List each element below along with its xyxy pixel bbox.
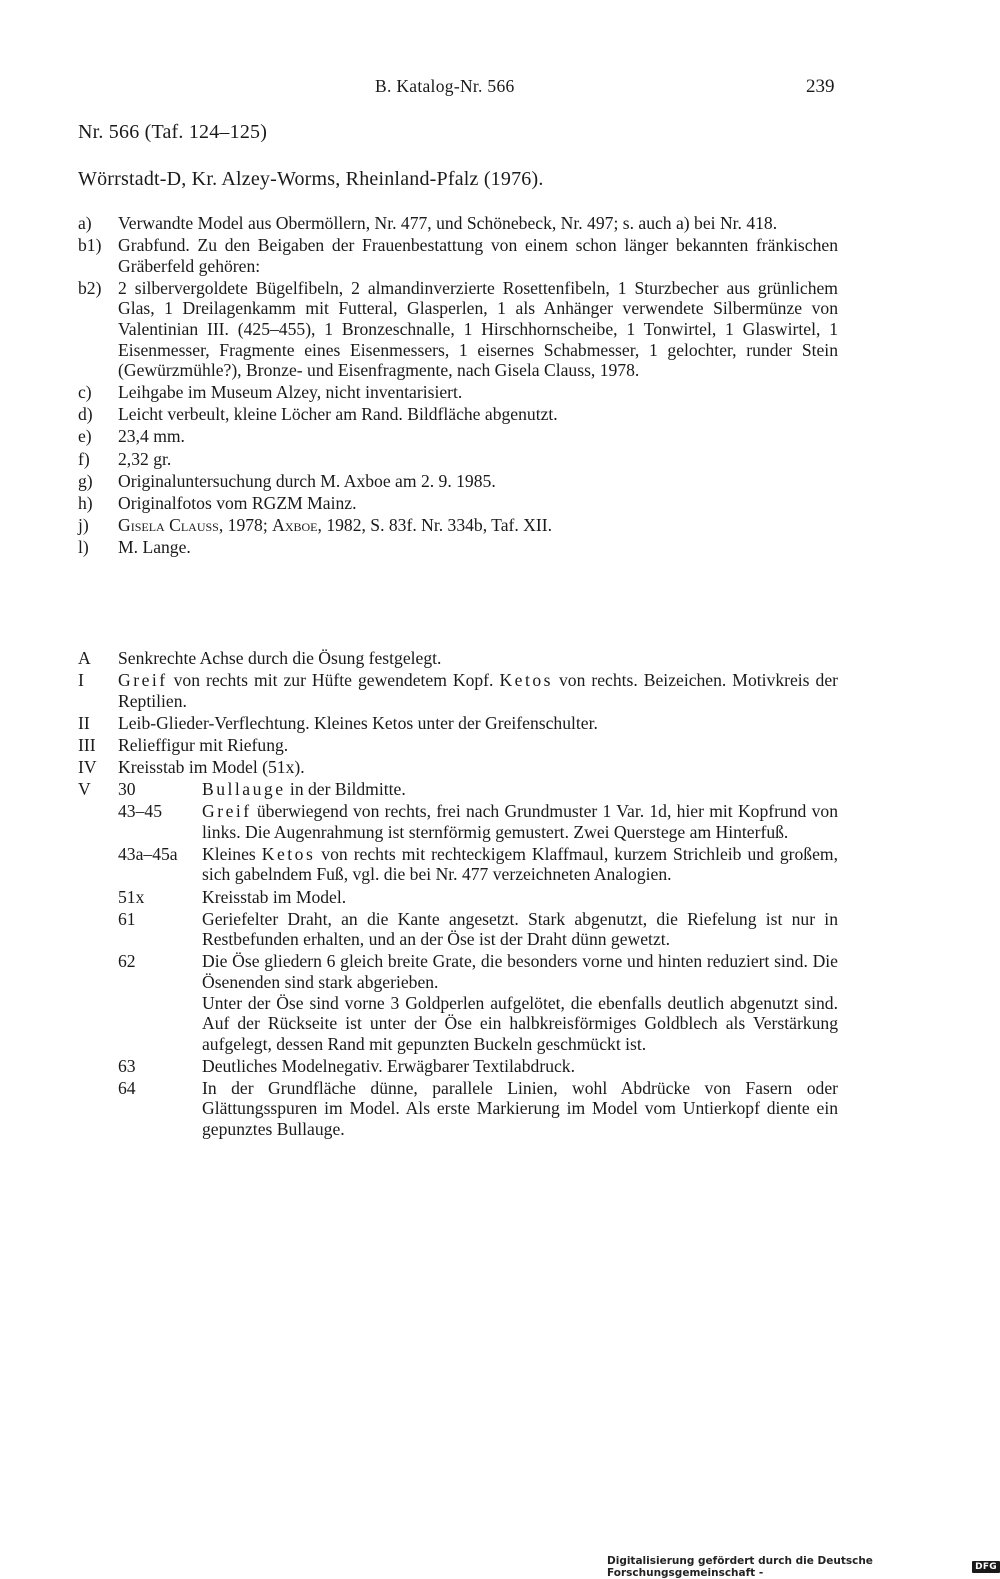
motif-text: Kreisstab im Model (51x). bbox=[118, 756, 305, 777]
detail-code: 63 bbox=[118, 1055, 136, 1076]
item-text: 2 silbervergoldete Bügelfibeln, 2 almandinverzierte Rosettenfibeln, 1 Sturzbecher aus grünlichem Glas, 1 Dreilagenkamm mit Futteral, Glasperlen, 1 als Anhänger verwendete Silbermünze von Valentinian III. (425–455), 1 Bronzeschnalle, 1 Hirschhornscheibe, 1 Tonwirtel, 1 Glaswirtel, 1 Eisenmesser, Fragmente eines Eisenmessers, 1 eisernes Schabmesser, 1 gelochter, runder Stein (Gewürzmühle?), Bronze- und Eisenfragmente, nach Gisela Clauss, 1978. bbox=[118, 277, 838, 381]
spaced-term: Ketos bbox=[261, 843, 316, 864]
catalog-item-b1 bbox=[78, 235, 838, 276]
motif-label: II bbox=[78, 712, 90, 733]
detail-code: 51x bbox=[118, 886, 145, 907]
detail-code: 64 bbox=[118, 1077, 136, 1098]
spaced-term: Greif bbox=[118, 670, 168, 691]
motif-row-A bbox=[78, 648, 838, 669]
catalog-item-d bbox=[78, 404, 838, 425]
catalog-list bbox=[78, 213, 838, 559]
detail-text-part: in der Bildmitte. bbox=[285, 779, 406, 800]
catalog-item-j bbox=[78, 515, 838, 536]
detail-text: Deutliches Modelnegativ. Erwägbarer Textilabdruck. bbox=[202, 1055, 575, 1076]
motif-row-I bbox=[78, 670, 838, 711]
item-text: 23,4 mm. bbox=[118, 426, 185, 447]
motif-text-part: von rechts mit zur Hüfte gewendetem Kopf. bbox=[167, 670, 500, 691]
item-label: b1) bbox=[78, 235, 102, 256]
motif-row-V bbox=[78, 779, 838, 800]
entry-location: Wörrstadt-D, Kr. Alzey-Worms, Rheinland-Pfalz (1976). bbox=[78, 168, 544, 190]
reference-detail: , 1982, S. 83f. Nr. 334b, Taf. XII. bbox=[317, 514, 552, 535]
detail-text-part: Kleines bbox=[202, 843, 262, 864]
motif-text: Senkrechte Achse durch die Ösung festgelegt. bbox=[118, 648, 442, 668]
digitization-footer bbox=[607, 1555, 1000, 1579]
detail-text-part: von rechts mit rechteckigem Klaffmaul, kurzem Strichleib und großem, sich gabelndem Fuß, vgl. die bei Nr. 477 verzeichneten Analogien. bbox=[202, 843, 838, 885]
detail-row-62 bbox=[118, 951, 838, 1054]
motif-row-IV bbox=[78, 757, 838, 778]
detail-text bbox=[202, 844, 838, 885]
motif-label: V bbox=[78, 779, 91, 800]
catalog-item-a bbox=[78, 213, 838, 234]
item-label: j) bbox=[78, 514, 89, 535]
motif-label: III bbox=[78, 734, 96, 755]
detail-code: 30 bbox=[118, 779, 136, 800]
item-label: h) bbox=[78, 492, 93, 513]
spaced-term: Bullauge bbox=[202, 779, 286, 800]
detail-code: 43–45 bbox=[118, 801, 162, 822]
page-number: 239 bbox=[806, 76, 835, 97]
item-text: Verwandte Model aus Obermöllern, Nr. 477, und Schönebeck, Nr. 497; s. auch a) bei Nr. 418. bbox=[118, 213, 778, 233]
detail-row-64 bbox=[118, 1078, 838, 1140]
detail-row-61 bbox=[118, 909, 838, 950]
motif-list bbox=[78, 648, 838, 1141]
detail-text bbox=[202, 779, 838, 800]
item-text: Originalfotos vom RGZM Mainz. bbox=[118, 492, 357, 513]
references-text bbox=[118, 515, 838, 536]
detail-code: 61 bbox=[118, 908, 136, 929]
motif-label: IV bbox=[78, 756, 97, 777]
motif-row-II bbox=[78, 713, 838, 734]
item-label: f) bbox=[78, 448, 90, 469]
detail-row-63 bbox=[118, 1056, 838, 1077]
motif-text: Leib-Glieder-Verflechtung. Kleines Ketos unter der Greifenschulter. bbox=[118, 712, 598, 733]
item-text: 2,32 gr. bbox=[118, 448, 172, 469]
motif-row-III bbox=[78, 735, 838, 756]
reference-detail: , 1978; bbox=[218, 514, 273, 535]
item-text: M. Lange. bbox=[118, 536, 191, 557]
catalog-item-e bbox=[78, 426, 838, 447]
catalog-item-f bbox=[78, 449, 838, 470]
catalog-item-l bbox=[78, 537, 838, 558]
detail-paragraph: Unter der Öse sind vorne 3 Goldperlen aufgelötet, die ebenfalls deutlich abgenutzt sind. Auf der Rückseite ist unter der Öse ein halbkreisförmiges Goldblech als Verstärkung aufgelegt, dessen Rand mit gepunzten Buckeln geschmückt ist. bbox=[202, 992, 838, 1054]
reference-author: Gisela Clauss bbox=[118, 514, 219, 535]
item-label: a) bbox=[78, 213, 92, 233]
catalog-item-g bbox=[78, 471, 838, 492]
detail-row-51x bbox=[118, 887, 838, 908]
motif-text: Relieffigur mit Riefung. bbox=[118, 734, 289, 755]
catalog-item-h bbox=[78, 493, 838, 514]
item-label: g) bbox=[78, 470, 93, 491]
item-label: b2) bbox=[78, 277, 102, 298]
detail-text bbox=[202, 951, 838, 1054]
detail-row-43-45 bbox=[118, 801, 838, 842]
catalog-item-c bbox=[78, 382, 838, 403]
detail-text: Geriefelter Draht, an die Kante angesetzt. Stark abgenutzt, die Riefelung ist nur in Restbefunden erhalten, und an der Öse ist der Draht dünn gewetzt. bbox=[202, 908, 838, 950]
item-label: c) bbox=[78, 382, 92, 403]
detail-code: 43a–45a bbox=[118, 843, 178, 864]
detail-text: In der Grundfläche dünne, parallele Linien, wohl Abdrücke von Fasern oder Glättungsspuren im Model. Als erste Markierung im Model vom Untierkopf diente ein gepunztes Bullauge. bbox=[202, 1077, 838, 1140]
spaced-term: Ketos bbox=[499, 670, 553, 691]
motif-label: A bbox=[78, 648, 91, 668]
item-label: l) bbox=[78, 536, 89, 557]
footer-text: Digitalisierung gefördert durch die Deutsche Forschungsgemeinschaft - bbox=[607, 1555, 873, 1579]
spaced-term: Greif bbox=[202, 801, 252, 822]
detail-text: Kreisstab im Model. bbox=[202, 886, 347, 907]
detail-text bbox=[202, 801, 838, 842]
detail-paragraph: Die Öse gliedern 6 gleich breite Grate, die besonders vorne und hinten reduziert sind. Die Ösenenden sind stark abgerieben. bbox=[202, 951, 838, 992]
detail-code: 62 bbox=[118, 951, 136, 972]
motif-text-part: von rechts. Beizeichen. Motivkreis der Reptilien. bbox=[118, 670, 838, 711]
item-text: Grabfund. Zu den Beigaben der Frauenbestattung von einem schon länger bekannten fränkischen Gräberfeld gehören: bbox=[118, 235, 838, 276]
running-head: B. Katalog-Nr. 566 bbox=[375, 76, 515, 96]
reference-author: Axboe bbox=[272, 514, 318, 535]
item-label: d) bbox=[78, 404, 93, 425]
catalog-item-b2 bbox=[78, 278, 838, 381]
detail-row-43a-45a bbox=[118, 844, 838, 885]
item-label: e) bbox=[78, 426, 92, 447]
motif-label: I bbox=[78, 670, 84, 691]
item-text: Leicht verbeult, kleine Löcher am Rand. Bildfläche abgenutzt. bbox=[118, 404, 558, 425]
motif-text bbox=[118, 670, 838, 711]
item-text: Leihgabe im Museum Alzey, nicht inventarisiert. bbox=[118, 382, 463, 403]
entry-title: Nr. 566 (Taf. 124–125) bbox=[78, 121, 268, 143]
detail-text-part: überwiegend von rechts, frei nach Grundmuster 1 Var. 1d, hier mit Kopfrund von links. Die Augenrahmung ist sternförmig gemustert. Zwei Querstege am Hinterfuß. bbox=[202, 801, 838, 842]
item-text: Originaluntersuchung durch M. Axboe am 2. 9. 1985. bbox=[118, 470, 496, 491]
dfg-logo: DFG bbox=[972, 1561, 1000, 1573]
